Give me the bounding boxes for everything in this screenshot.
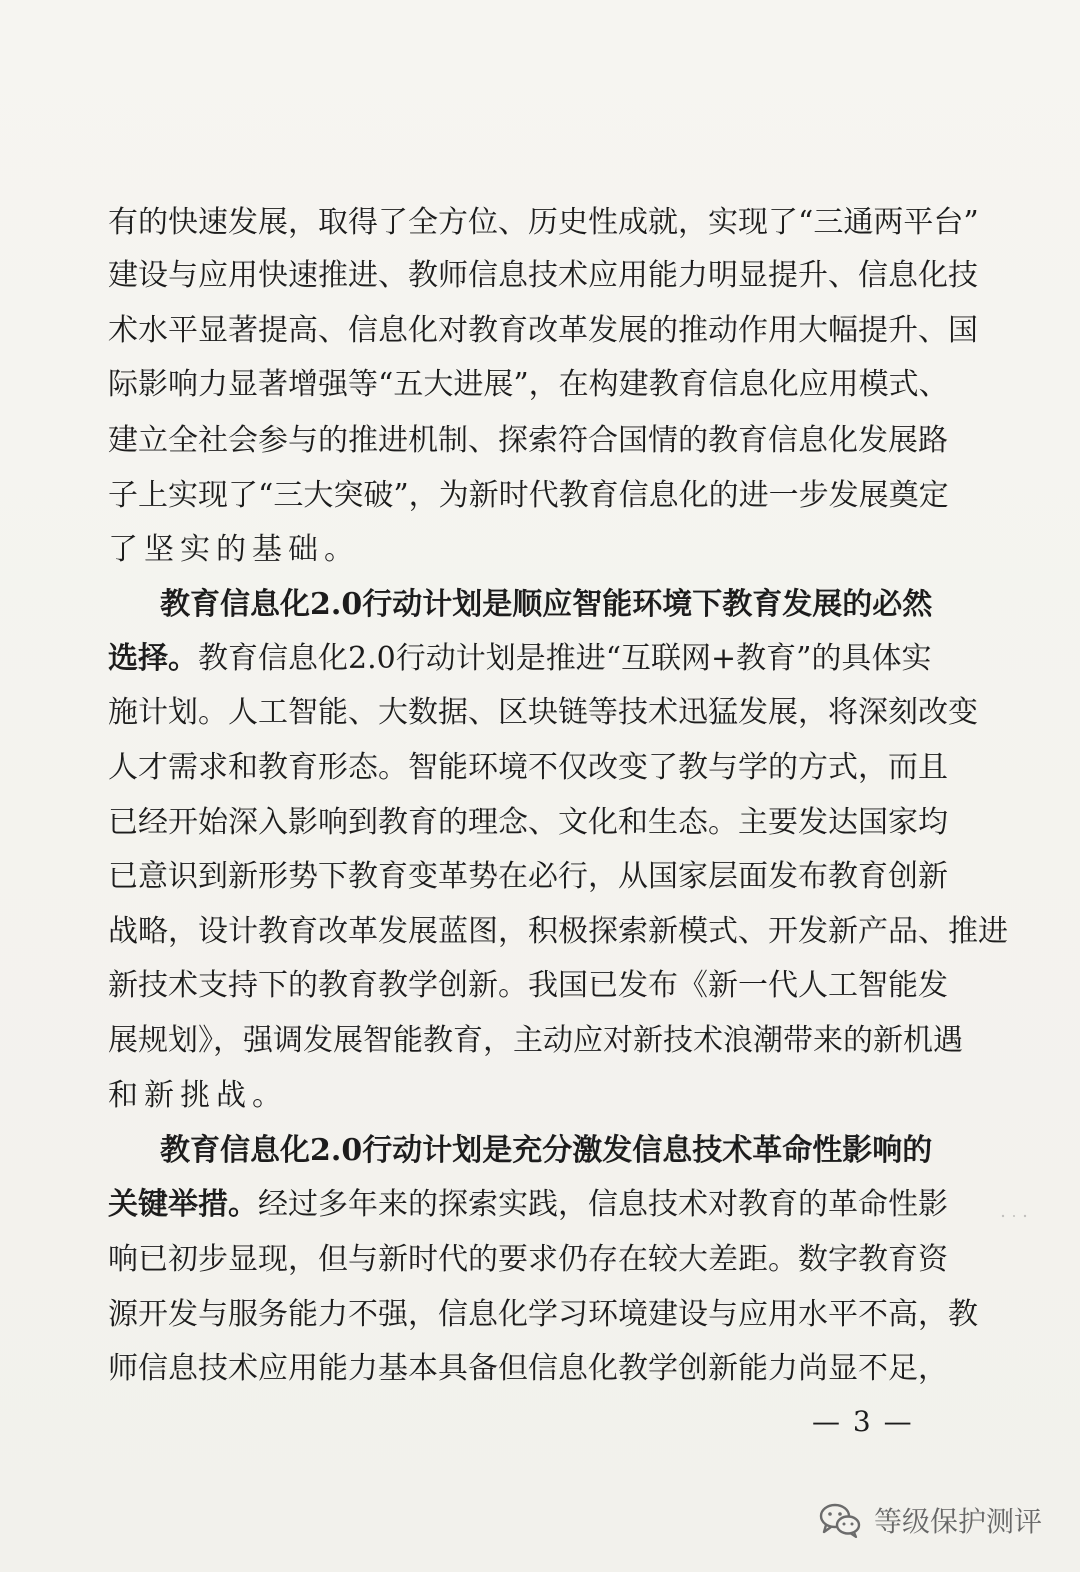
paragraph-3-line-4: 源开发与服务能力不强，信息化学习环境建设与应用水平不高，教 — [108, 1297, 978, 1332]
watermark — [818, 1500, 1042, 1540]
scan-speck — [1000, 1214, 1030, 1218]
paragraph-2-line-10: 和新挑战。 — [108, 1078, 288, 1113]
paragraph-2-line-6: 已意识到新形势下教育变革势在必行，从国家层面发布教育创新 — [108, 859, 948, 894]
paragraph-2-line-9: 展规划》，强调发展智能教育，主动应对新技术浪潮带来的新机遇 — [108, 1023, 963, 1058]
paragraph-2-line-4: 人才需求和教育形态。智能环境不仅改变了教与学的方式，而且 — [108, 750, 948, 785]
paragraph-3-line-5: 师信息技术应用能力基本具备但信息化教学创新能力尚显不足， — [108, 1351, 948, 1386]
wechat-icon — [818, 1502, 862, 1538]
paragraph-1-line-7: 了坚实的基础。 — [108, 532, 360, 567]
paragraph-2-line-2 — [108, 641, 932, 676]
paragraph-2-line-8: 新技术支持下的教育教学创新。我国已发布《新一代人工智能发 — [108, 968, 948, 1003]
paragraph-2-line-7: 战略，设计教育改革发展蓝图，积极探索新模式、开发新产品、推进 — [108, 914, 1008, 949]
paragraph-2-heading-tail: 选择。 — [108, 641, 198, 676]
watermark-text: 等级保护测评 — [874, 1505, 1043, 1538]
paragraph-2-lead-rest: 教育信息化2.0行动计划是推进“互联网+教育”的具体实 — [198, 641, 932, 676]
paragraph-1-line-3: 术水平显著提高、信息化对教育改革发展的推动作用大幅提升、国 — [108, 313, 978, 348]
paragraph-1-line-2: 建设与应用快速推进、教师信息技术应用能力明显提升、信息化技 — [108, 258, 978, 293]
paragraph-2-heading: 教育信息化2.0行动计划是顺应智能环境下教育发展的必然 — [160, 587, 933, 622]
paragraph-1-line-5: 建立全社会参与的推进机制、探索符合国情的教育信息化发展路 — [108, 423, 948, 458]
paragraph-2-line-5: 已经开始深入影响到教育的理念、文化和生态。主要发达国家均 — [108, 805, 948, 840]
paragraph-3-lead-rest: 经过多年来的探索实践，信息技术对教育的革命性影 — [258, 1187, 948, 1222]
paragraph-3-heading-tail: 关键举措。 — [108, 1187, 258, 1222]
paragraph-1-line-1: 有的快速发展，取得了全方位、历史性成就，实现了“三通两平台” — [108, 205, 979, 240]
paragraph-3-line-2 — [108, 1187, 948, 1222]
paragraph-1-line-6: 子上实现了“三大突破”，为新时代教育信息化的进一步发展奠定 — [108, 478, 949, 513]
paragraph-1-line-4: 际影响力显著增强等“五大进展”，在构建教育信息化应用模式、 — [108, 367, 949, 402]
paragraph-2-line-3: 施计划。人工智能、大数据、区块链等技术迅猛发展，将深刻改变 — [108, 695, 978, 730]
paragraph-3-heading: 教育信息化2.0行动计划是充分激发信息技术革命性影响的 — [160, 1133, 933, 1168]
page-number: — 3 — — [812, 1405, 914, 1438]
paragraph-3-line-3: 响已初步显现，但与新时代的要求仍存在较大差距。数字教育资 — [108, 1242, 948, 1277]
